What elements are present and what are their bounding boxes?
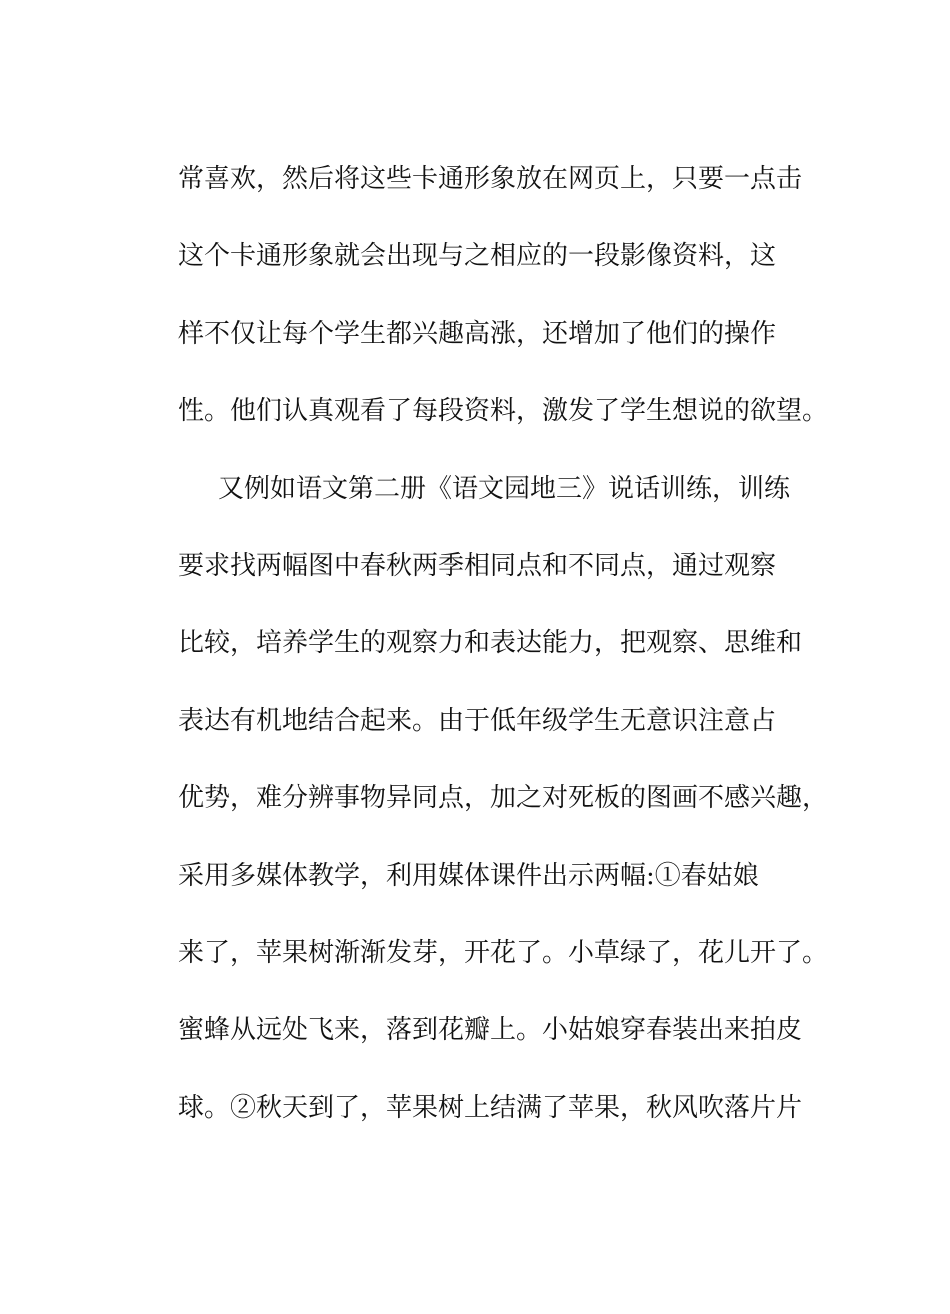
text-line: 来了，苹果树渐渐发芽，开花了。小草绿了，花儿开了。 — [178, 937, 829, 968]
text-line: 蜜蜂从远处飞来，落到花瓣上。小姑娘穿春装出来拍皮 — [178, 1015, 803, 1046]
text-line: 比较，培养学生的观察力和表达能力，把观察、思维和 — [178, 628, 803, 659]
body-text — [178, 150, 829, 1156]
text-line: 球。②秋天到了，苹果树上结满了苹果，秋风吹落片片 — [178, 1092, 803, 1123]
text-line: 要求找两幅图中春秋两季相同点和不同点，通过观察 — [178, 550, 777, 581]
text-line: 常喜欢，然后将这些卡通形象放在网页上，只要一点击 — [178, 164, 803, 194]
text-line: 性。他们认真观看了每段资料，激发了学生想说的欲望。 — [178, 396, 829, 427]
text-line: 采用多媒体教学，利用媒体课件出示两幅:①春姑娘 — [178, 860, 759, 891]
paragraph-start-line: 又例如语文第二册《语文园地三》说话训练，训练 — [218, 473, 791, 504]
text-line: 这个卡通形象就会出现与之相应的一段影像资料，这 — [178, 241, 777, 272]
text-line: 样不仅让每个学生都兴趣高涨，还增加了他们的操作 — [178, 318, 777, 349]
text-line: 优势，难分辨事物异同点，加之对死板的图画不感兴趣， — [178, 783, 829, 814]
text-line: 表达有机地结合起来。由于低年级学生无意识注意占 — [178, 705, 777, 736]
